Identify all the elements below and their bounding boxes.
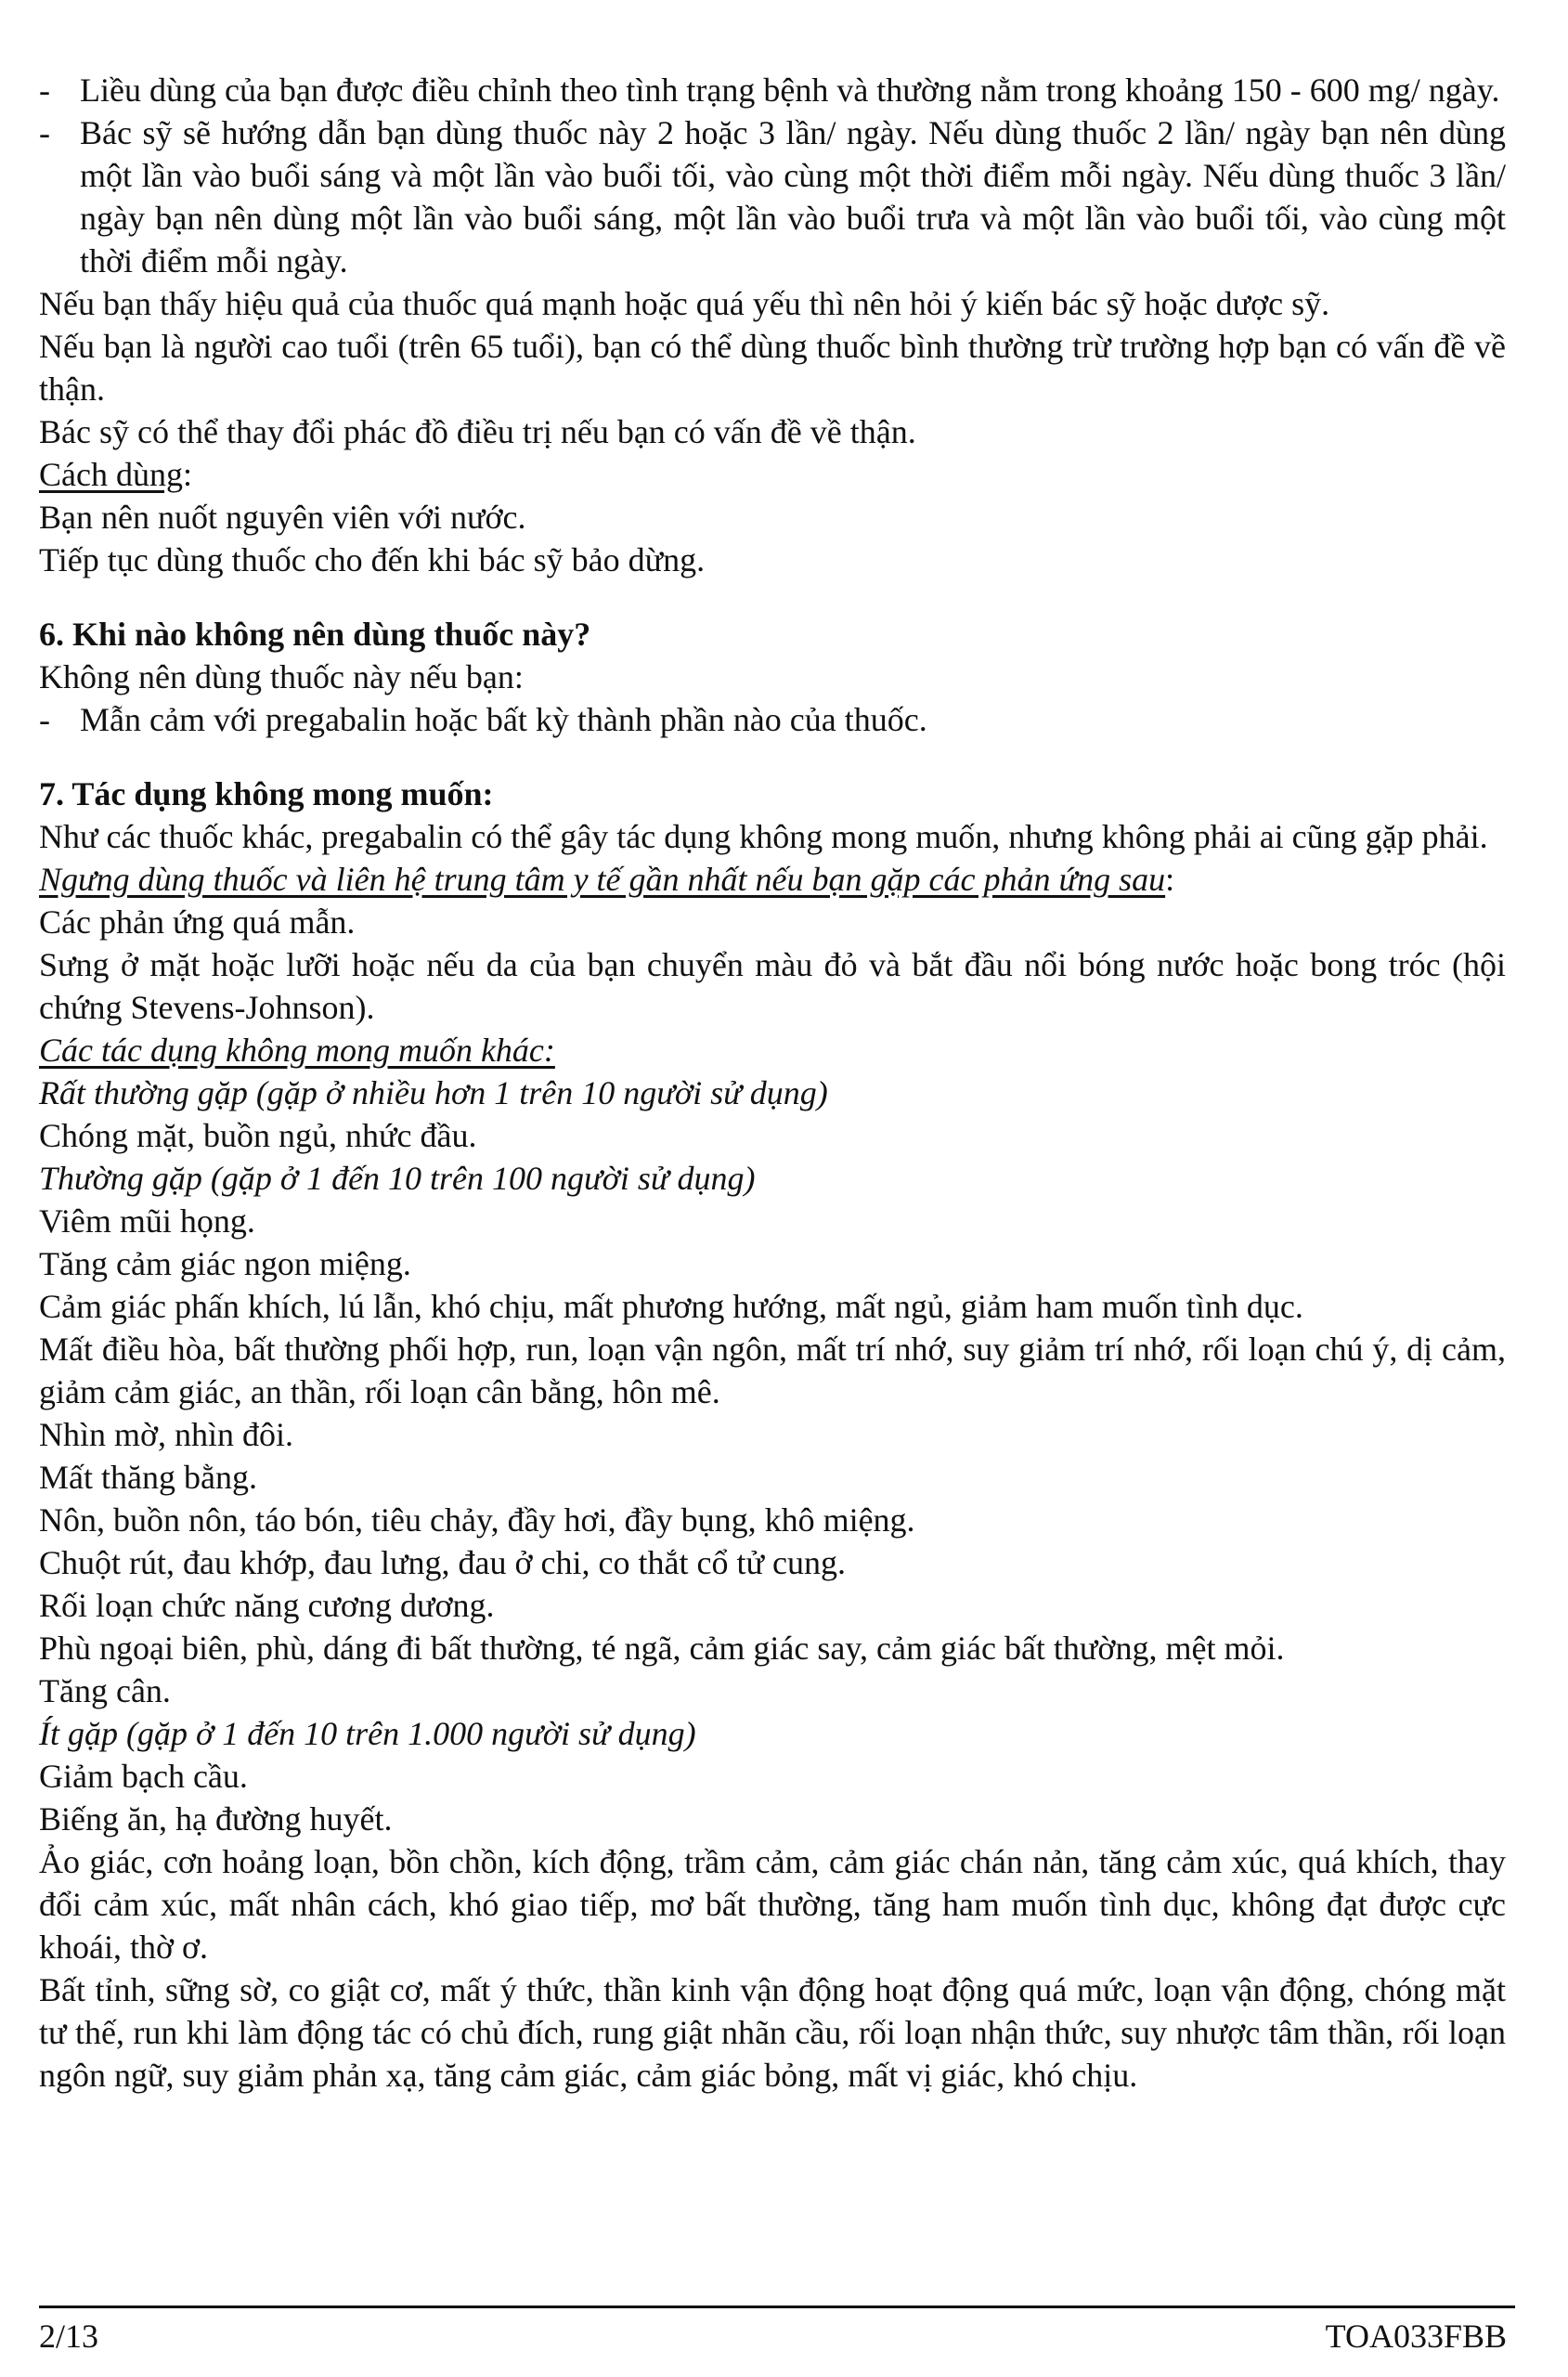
page-number: 2/13 xyxy=(39,2318,99,2355)
common-effect-line: Tăng cảm giác ngon miệng. xyxy=(39,1245,411,1282)
document-code: TOA033FBB xyxy=(1325,2318,1507,2355)
contraindication-item xyxy=(39,698,1506,741)
common-effect-line: Chuột rút, đau khớp, đau lưng, đau ở chi, co thắt cổ tử cung. xyxy=(39,1544,846,1581)
section-6-intro: Không nên dùng thuốc này nếu bạn: xyxy=(39,658,524,695)
dosage-frequency-text: Bác sỹ sẽ hướng dẫn bạn dùng thuốc này 2 hoặc 3 lần/ ngày. Nếu dùng thuốc 2 lần/ ngày bạn nên dùng một lần vào buổi sáng và một lần vào buổi tối, vào cùng một thời điểm mỗi ngày. Nếu dùng thuốc 3 lần/ ngày bạn nên dùng một lần vào buổi sáng, một lần vào buổi trưa và một lần vào buổi tối, vào cùng một thời điểm mỗi ngày. xyxy=(80,114,1506,279)
very-common-heading: Rất thường gặp (gặp ở nhiều hơn 1 trên 10 người sử dụng) xyxy=(39,1074,828,1111)
footer-divider xyxy=(39,2306,1515,2308)
section-7-heading: 7. Tác dụng không mong muốn: xyxy=(39,775,494,812)
continue-instruction: Tiếp tục dùng thuốc cho đến khi bác sỹ bảo dừng. xyxy=(39,541,706,578)
dosage-range-text: Liều dùng của bạn được điều chỉnh theo tình trạng bệnh và thường nằm trong khoảng 150 - 600 mg/ ngày. xyxy=(80,71,1500,109)
how-to-use-colon: : xyxy=(182,456,192,493)
document-body xyxy=(39,69,1506,2097)
dash-bullet: - xyxy=(39,71,50,109)
common-effect-line: Mất điều hòa, bất thường phối hợp, run, loạn vận ngôn, mất trí nhớ, suy giảm trí nhớ, rối loạn chú ý, dị cảm, giảm cảm giác, an thần, rối loạn cân bằng, hôn mê. xyxy=(39,1331,1506,1410)
uncommon-effect-line: Bất tỉnh, sững sờ, co giật cơ, mất ý thức, thần kinh vận động hoạt động quá mức, loạn vận động, chóng mặt tư thế, run khi làm động tác có chủ đích, rung giật nhãn cầu, rối loạn nhận thức, suy nhược tâm thần, rối loạn ngôn ngữ, suy giảm phản xạ, tăng cảm giác, cảm giác bỏng, mất vị giác, khó chịu. xyxy=(39,1971,1506,2094)
how-to-use-heading xyxy=(39,453,1506,496)
very-common-effects: Chóng mặt, buồn ngủ, nhức đầu. xyxy=(39,1117,477,1154)
elderly-note: Nếu bạn là người cao tuổi (trên 65 tuổi), bạn có thể dùng thuốc bình thường trừ trường hợp bạn có vấn đề về thận. xyxy=(39,328,1506,408)
uncommon-effect-line: Giảm bạch cầu. xyxy=(39,1758,248,1795)
section-6-heading: 6. Khi nào không nên dùng thuốc này? xyxy=(39,616,591,653)
sjs-line: Sưng ở mặt hoặc lưỡi hoặc nếu da của bạn chuyển màu đỏ và bắt đầu nổi bóng nước hoặc bong tróc (hội chứng Stevens-Johnson). xyxy=(39,946,1506,1026)
section-7-intro: Như các thuốc khác, pregabalin có thể gây tác dụng không mong muốn, nhưng không phải ai cũng gặp phải. xyxy=(39,818,1488,855)
dash-bullet: - xyxy=(39,701,50,738)
common-effect-line: Viêm mũi họng. xyxy=(39,1202,255,1240)
other-effects-heading: Các tác dụng không mong muốn khác: xyxy=(39,1032,555,1069)
common-heading: Thường gặp (gặp ở 1 đến 10 trên 100 người sử dụng) xyxy=(39,1160,756,1197)
swallow-instruction: Bạn nên nuốt nguyên viên với nước. xyxy=(39,499,526,536)
how-to-use-label: Cách dùng xyxy=(39,456,183,493)
dosage-frequency-item xyxy=(39,111,1506,282)
dash-bullet: - xyxy=(39,114,50,151)
common-effect-line: Cảm giác phấn khích, lú lẫn, khó chịu, mất phương hướng, mất ngủ, giảm ham muốn tình dục. xyxy=(39,1288,1303,1325)
hypersensitivity-line: Các phản ứng quá mẫn. xyxy=(39,903,356,941)
common-effect-line: Nôn, buồn nôn, táo bón, tiêu chảy, đầy hơi, đầy bụng, khô miệng. xyxy=(39,1501,915,1539)
effect-note: Nếu bạn thấy hiệu quả của thuốc quá mạnh hoặc quá yếu thì nên hỏi ý kiến bác sỹ hoặc dược sỹ. xyxy=(39,285,1330,322)
dosage-range-item xyxy=(39,69,1506,111)
stop-use-heading xyxy=(39,858,1506,901)
stop-use-label: Ngưng dùng thuốc và liên hệ trung tâm y tế gần nhất nếu bạn gặp các phản ứng sau xyxy=(39,861,1166,898)
common-effect-line: Mất thăng bằng. xyxy=(39,1459,257,1496)
stop-use-colon: : xyxy=(1165,861,1175,898)
uncommon-heading: Ít gặp (gặp ở 1 đến 10 trên 1.000 người sử dụng) xyxy=(39,1715,696,1752)
common-effect-line: Rối loạn chức năng cương dương. xyxy=(39,1587,495,1624)
uncommon-effect-line: Biếng ăn, hạ đường huyết. xyxy=(39,1800,393,1838)
common-effect-line: Tăng cân. xyxy=(39,1672,171,1709)
kidney-note: Bác sỹ có thể thay đổi phác đồ điều trị nếu bạn có vấn đề về thận. xyxy=(39,413,916,450)
contraindication-text: Mẫn cảm với pregabalin hoặc bất kỳ thành phần nào của thuốc. xyxy=(80,701,927,738)
common-effect-line: Nhìn mờ, nhìn đôi. xyxy=(39,1416,294,1453)
common-effect-line: Phù ngoại biên, phù, dáng đi bất thường, té ngã, cảm giác say, cảm giác bất thường, mệt mỏi. xyxy=(39,1630,1285,1667)
uncommon-effect-line: Ảo giác, cơn hoảng loạn, bồn chồn, kích động, trầm cảm, cảm giác chán nản, tăng cảm xúc, quá khích, thay đổi cảm xúc, mất nhân cách, khó giao tiếp, mơ bất thường, tăng ham muốn tình dục, không đạt được cực khoái, thờ ơ. xyxy=(39,1843,1506,1966)
